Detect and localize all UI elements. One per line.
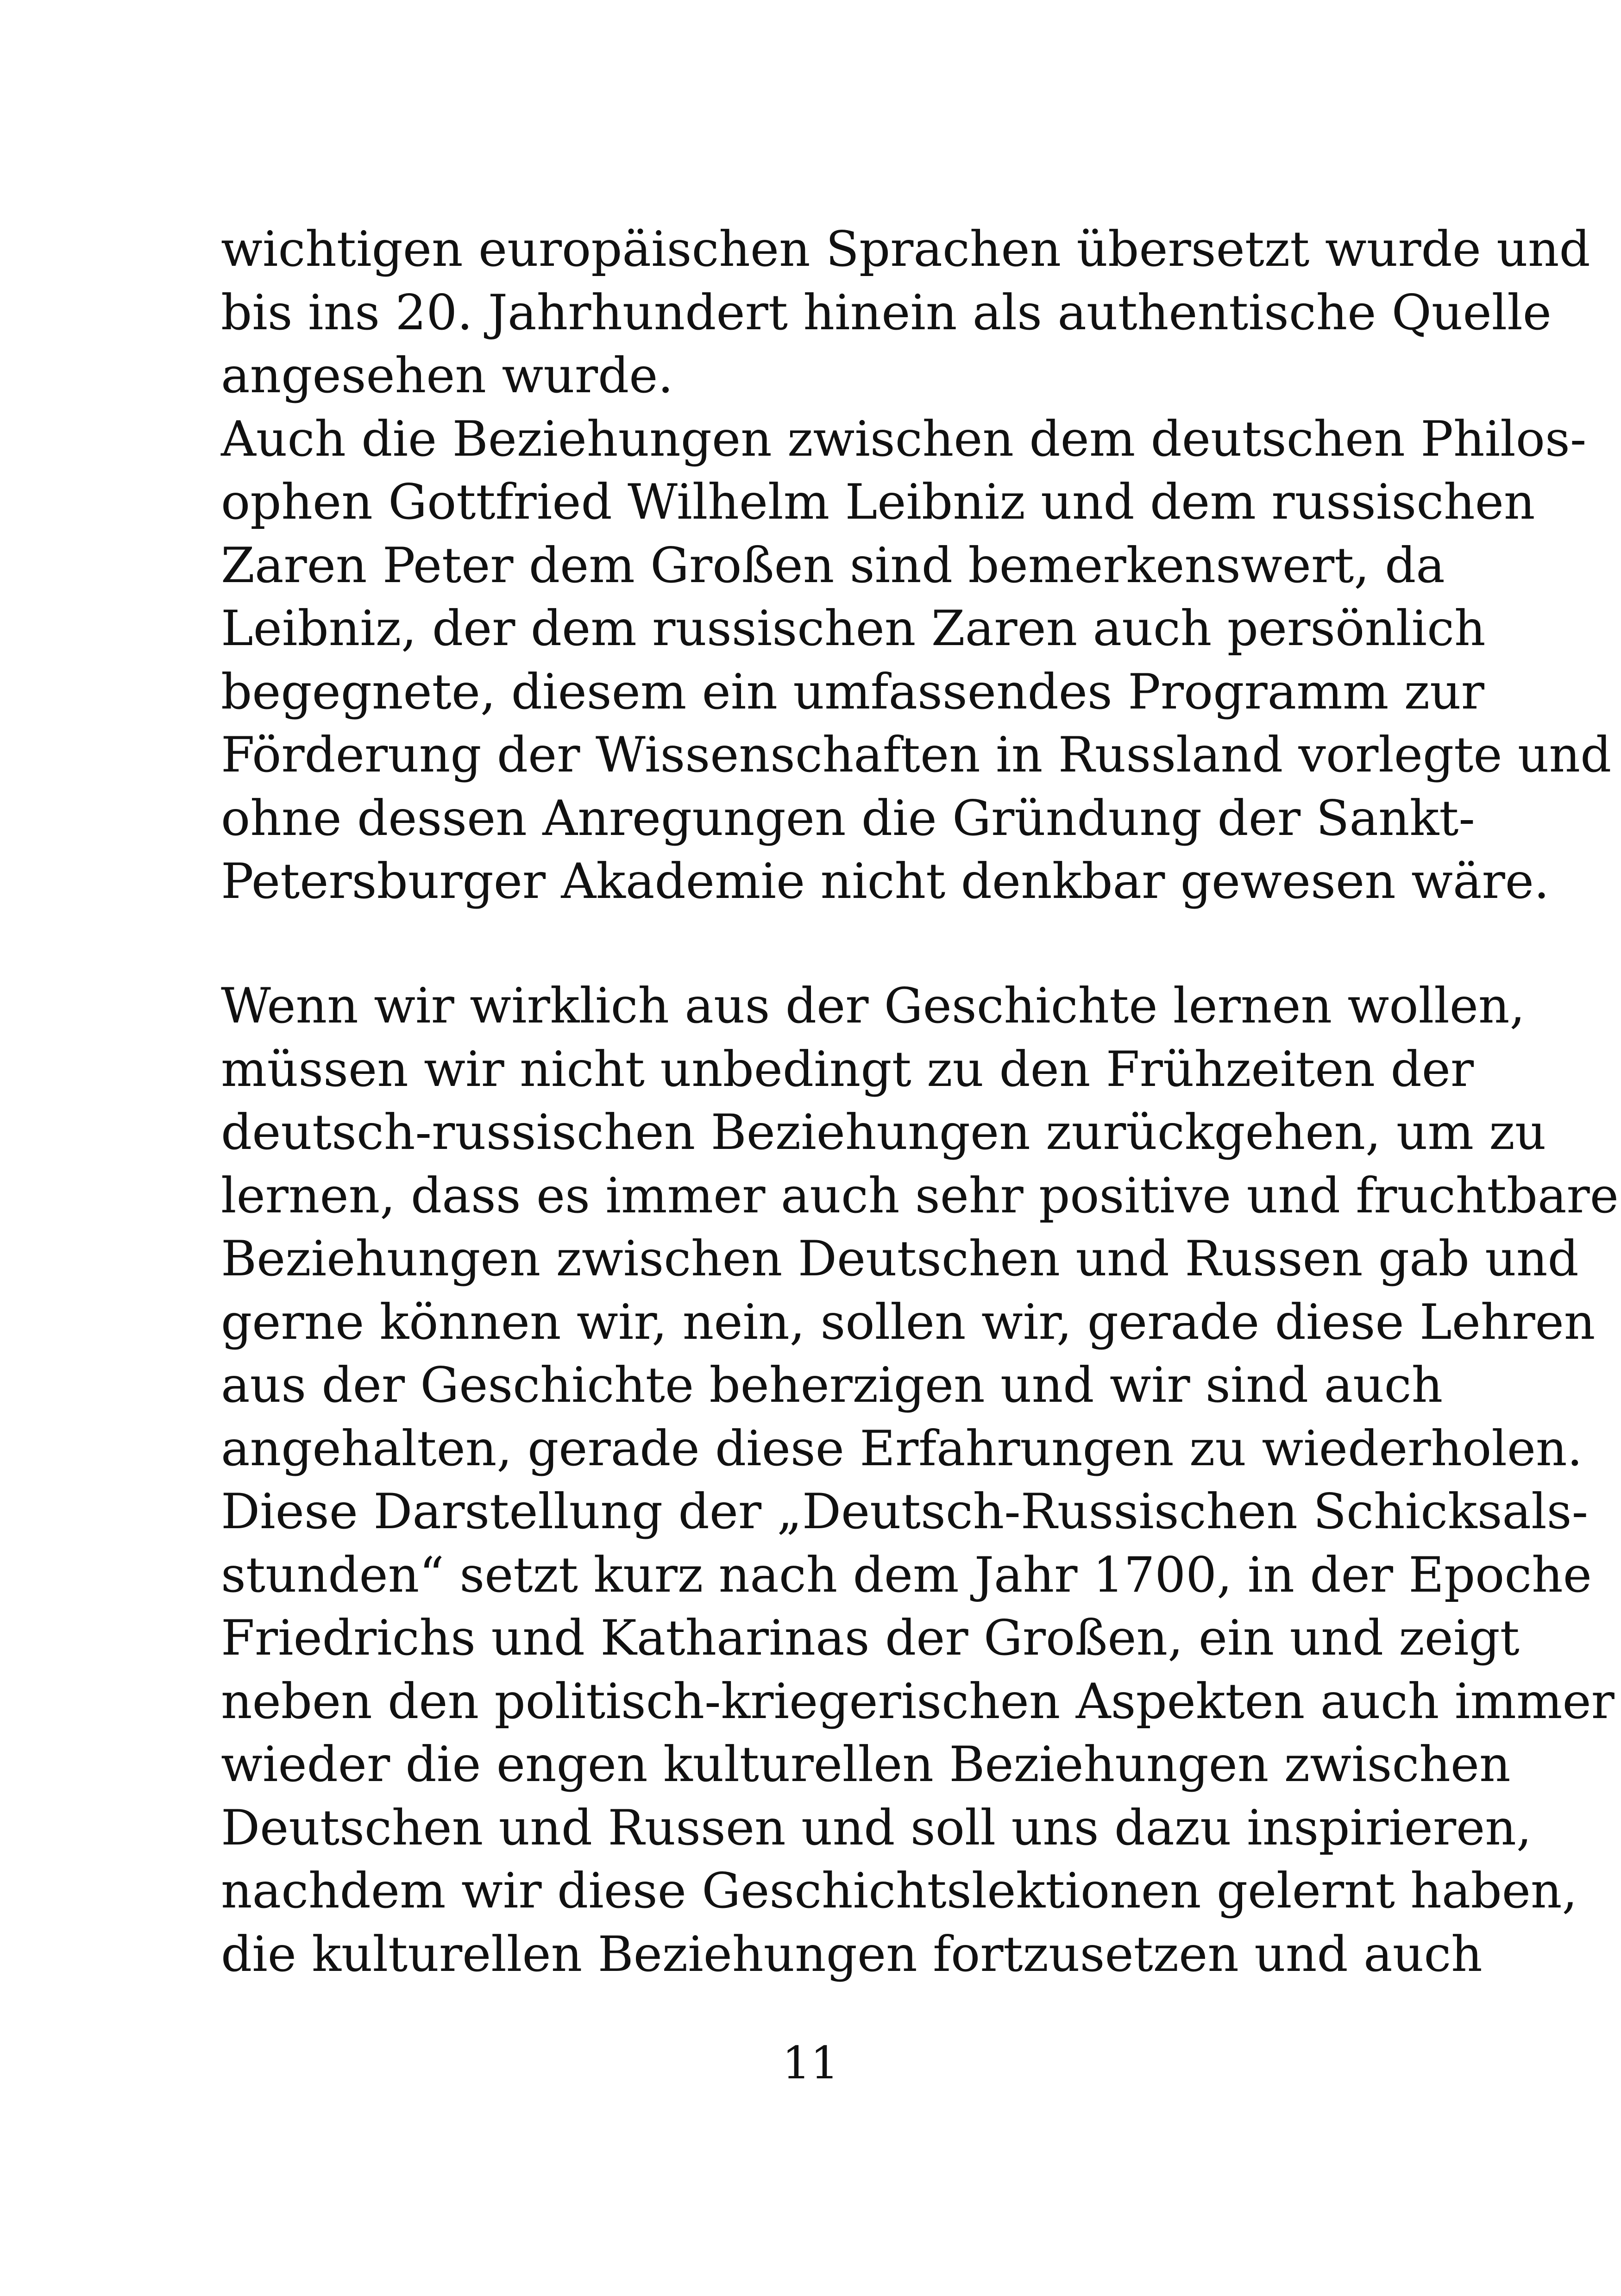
text-line: ohne dessen Anregungen die Gründung der Sankt-	[221, 790, 1475, 847]
text-line: Petersburger Akademie nicht denkbar gewesen wäre.	[221, 853, 1550, 910]
text-line: Leibniz, der dem russischen Zaren auch persönlich	[221, 600, 1486, 657]
page-number: 11	[782, 2037, 839, 2089]
text-line: Zaren Peter dem Großen sind bemerkenswert, da	[221, 537, 1445, 594]
paragraph-block-2	[221, 974, 1619, 1986]
text-line: nachdem wir diese Geschichtslektionen gelernt haben,	[221, 1863, 1577, 1919]
text-line: aus der Geschichte beherzigen und wir sind auch	[221, 1357, 1443, 1413]
text-line: Beziehungen zwischen Deutschen und Russen gab und	[221, 1230, 1579, 1287]
text-line: angehalten, gerade diese Erfahrungen zu wiederholen.	[221, 1420, 1583, 1477]
text-line: gerne können wir, nein, sollen wir, gerade diese Lehren	[221, 1293, 1596, 1350]
text-line: neben den politisch-kriegerischen Aspekten auch immer	[221, 1673, 1615, 1730]
text-line: Diese Darstellung der „Deutsch-Russischen Schicksals-	[221, 1483, 1589, 1540]
text-line: stunden“ setzt kurz nach dem Jahr 1700, in der Epoche	[221, 1546, 1592, 1603]
text-line: wichtigen europäischen Sprachen übersetzt wurde und	[221, 221, 1590, 277]
text-line: Auch die Beziehungen zwischen dem deutschen Philos-	[221, 410, 1587, 467]
text-line: ophen Gottfried Wilhelm Leibniz und dem russischen	[221, 474, 1535, 530]
paragraph-block-1	[221, 218, 1612, 913]
text-line: Förderung der Wissenschaften in Russland vorlegte und	[221, 727, 1612, 783]
text-line: bis ins 20. Jahrhundert hinein als authentische Quelle	[221, 284, 1552, 341]
text-line: wieder die engen kulturellen Beziehungen zwischen	[221, 1736, 1511, 1793]
text-line: müssen wir nicht unbedingt zu den Frühzeiten der	[221, 1041, 1474, 1098]
text-line: lernen, dass es immer auch sehr positive und fruchtbare	[221, 1167, 1619, 1224]
text-line: Wenn wir wirklich aus der Geschichte lernen wollen,	[221, 978, 1525, 1034]
text-line: begegnete, diesem ein umfassendes Programm zur	[221, 663, 1484, 720]
text-line: die kulturellen Beziehungen fortzusetzen und auch	[221, 1926, 1483, 1982]
text-line: angesehen wurde.	[221, 347, 673, 404]
text-line: deutsch-russischen Beziehungen zurückgehen, um zu	[221, 1104, 1546, 1161]
text-line: Friedrichs und Katharinas der Großen, ein und zeigt	[221, 1610, 1520, 1666]
text-line: Deutschen und Russen und soll uns dazu inspirieren,	[221, 1799, 1532, 1856]
